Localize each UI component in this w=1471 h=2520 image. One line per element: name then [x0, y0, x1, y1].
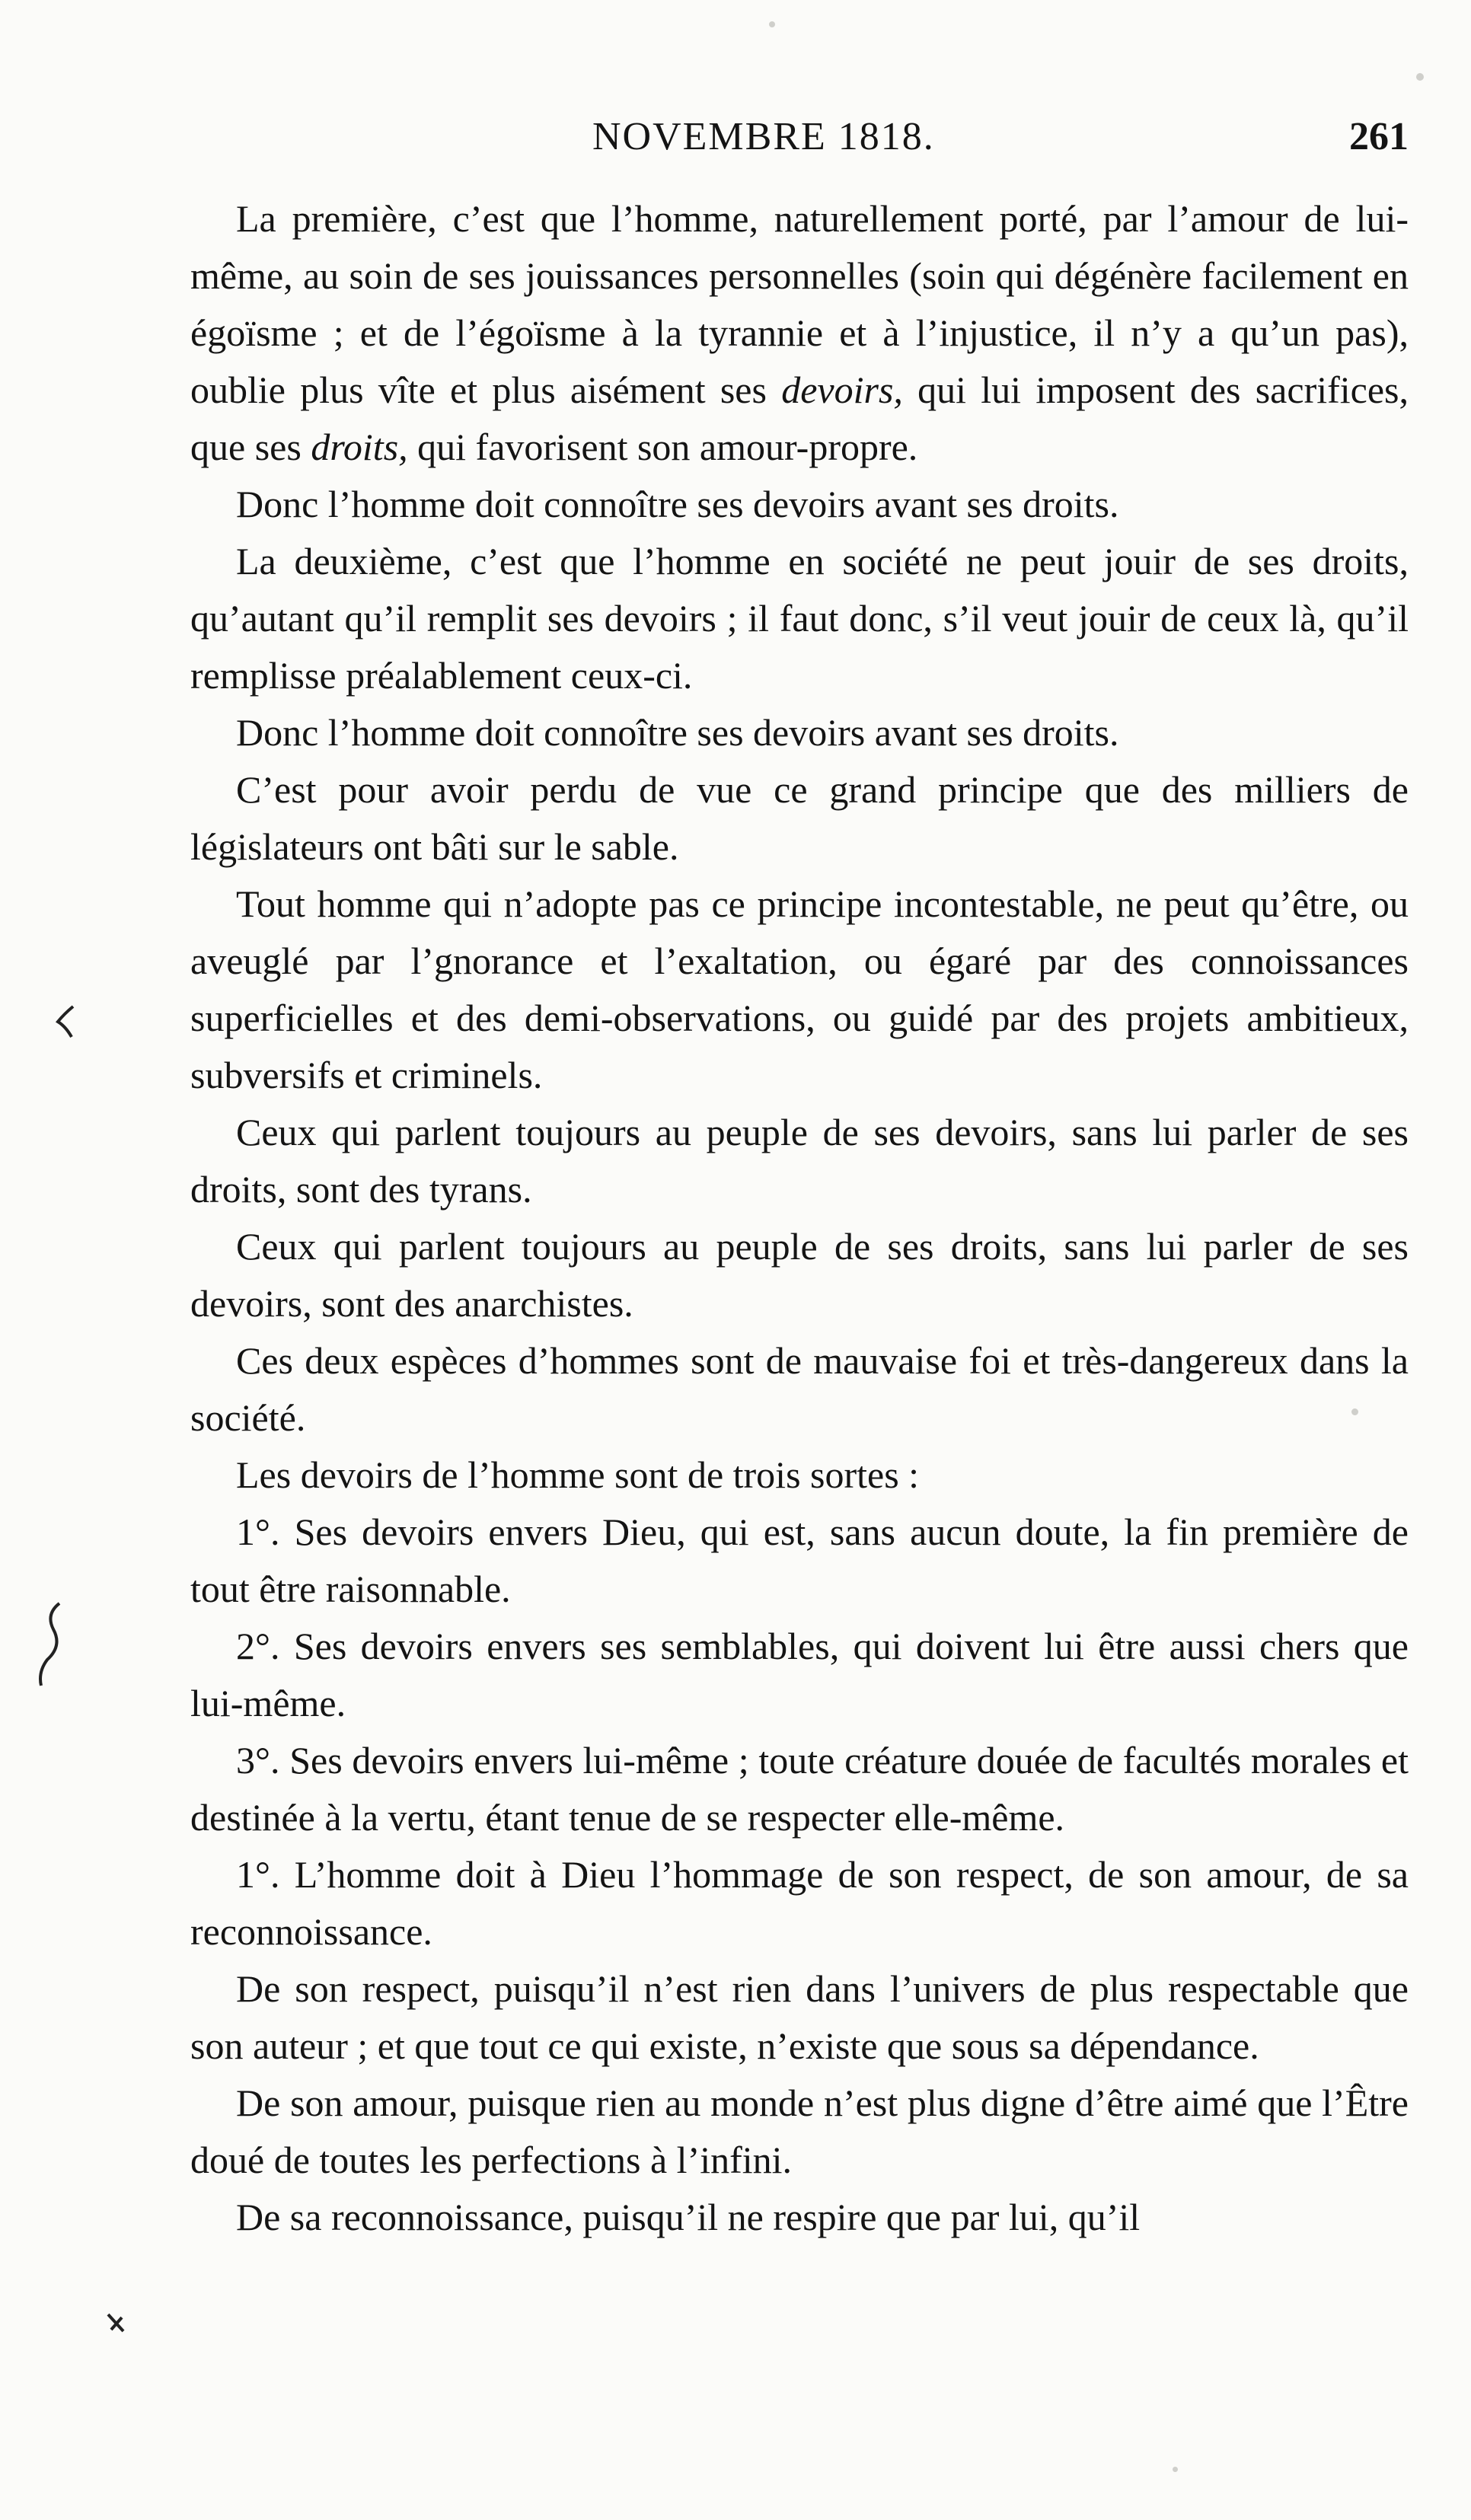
paragraph-6: Tout homme qui n’adopte pas ce principe incontestable, ne peut qu’être, ou aveuglé par l’gnorance et l’exaltation, ou égaré par des connoissances superficielles et des demi-observations, ou guidé par des projets ambitieux, subversifs et criminels. — [190, 882, 1409, 1096]
page-number: 261 — [1349, 115, 1409, 158]
paragraph-11: 1°. Ses devoirs envers Dieu, qui est, sans aucun doute, la fin première de tout être raisonnable. — [190, 1510, 1409, 1610]
running-title: NOVEMBRE 1818. — [592, 115, 935, 158]
paragraph-10: Les devoirs de l’homme sont de trois sortes : — [236, 1453, 920, 1496]
emphasis-droits: droits, — [311, 426, 408, 468]
paragraph-1: La première, c’est que l’homme, naturellement porté, par l’amour de lui-même, au soin de ses jouissances personnelles (soin qui dégénère facilement en égoïsme ; et de l’égoïsme à la tyrannie et à l’injustice, il n’y a qu’un pas), oublie plus vîte et plus aisément ses devoirs, qui lui imposent des sacrifices, que ses droits, qui favorisent son amour-propre. — [190, 197, 1409, 468]
paragraph-17: De sa reconnoissance, puisqu’il ne respire que par lui, qu’il — [236, 2196, 1141, 2238]
paragraph-3: La deuxième, c’est que l’homme en société ne peut jouir de ses droits, qu’autant qu’il remplit ses devoirs ; il faut donc, s’il veut jouir de ceux là, qu’il remplisse préalablement ceux-ci. — [190, 540, 1409, 697]
paragraph-9: Ces deux espèces d’hommes sont de mauvaise foi et très-dangereux dans la société. — [190, 1339, 1409, 1439]
body-text — [190, 190, 1409, 2246]
paragraph-13: 3°. Ses devoirs envers lui-même ; toute créature douée de facultés morales et destinée à la vertu, étant tenue de se respecter elle-même. — [190, 1739, 1409, 1839]
paragraph-7: Ceux qui parlent toujours au peuple de ses devoirs, sans lui parler de ses droits, sont des tyrans. — [190, 1111, 1409, 1211]
paragraph-15: De son respect, puisqu’il n’est rien dans l’univers de plus respectable que son auteur ; et que tout ce qui existe, n’existe que sous sa dépendance. — [190, 1967, 1409, 2067]
paragraph-2: Donc l’homme doit connoître ses devoirs avant ses droits. — [236, 483, 1119, 525]
paragraph-12: 2°. Ses devoirs envers ses semblables, qui doivent lui être aussi chers que lui-même. — [190, 1625, 1409, 1724]
paragraph-5: C’est pour avoir perdu de vue ce grand principe que des milliers de législateurs ont bâti sur le sable. — [190, 768, 1409, 868]
margin-ink-mark-2 — [30, 1599, 69, 1690]
paragraph-8: Ceux qui parlent toujours au peuple de ses droits, sans lui parler de ses devoirs, sont des anarchistes. — [190, 1225, 1409, 1325]
paragraph-4: Donc l’homme doit connoître ses devoirs avant ses droits. — [236, 711, 1119, 754]
scan-speck — [769, 21, 775, 27]
scan-speck — [1173, 2467, 1178, 2472]
scan-speck — [1416, 73, 1424, 81]
margin-ink-mark-3 — [105, 2311, 128, 2334]
paragraph-16: De son amour, puisque rien au monde n’est plus digne d’être aimé que l’Être doué de toutes les perfections à l’infini. — [190, 2081, 1409, 2181]
page-header — [190, 114, 1409, 175]
scan-speck — [1351, 1408, 1358, 1415]
margin-ink-mark-1 — [50, 1003, 81, 1041]
emphasis-devoirs: devoirs, — [781, 368, 903, 411]
paragraph-14: 1°. L’homme doit à Dieu l’hommage de son respect, de son amour, de sa reconnoissance. — [190, 1853, 1409, 1953]
